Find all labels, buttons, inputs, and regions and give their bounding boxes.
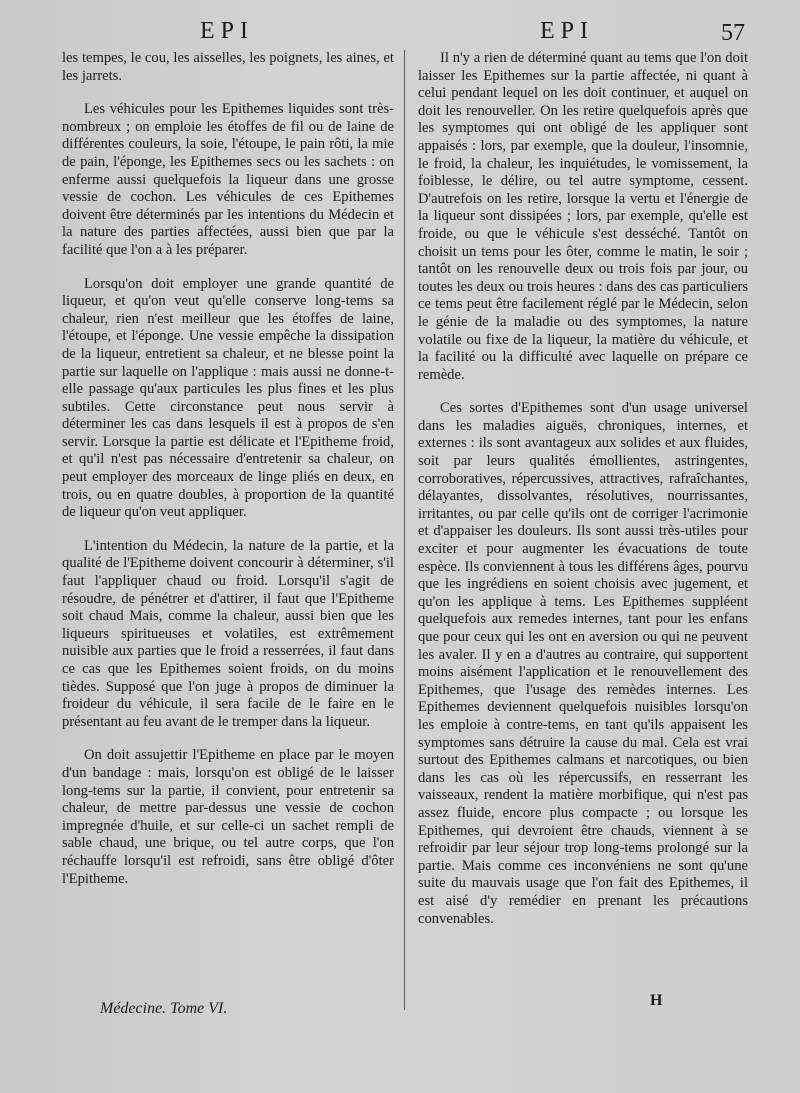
catchword: H bbox=[650, 992, 663, 1009]
left-column bbox=[62, 50, 394, 904]
paragraph: Il n'y a rien de déterminé quant au tems que l'on doit laisser les Epithemes sur la partie affectée, ni quant à celui pendant lequel on les doit continuer, et auquel on doit les renouveller. On les retire quelquefois après que les symptomes qui ont obligé de les appliquer sont appaisés : lors, par exemple, que la douleur, l'insomnie, le froid, la chaleur, les inquiétudes, le vomissement, la foiblesse, le délire, ou tel autre symptome, cessent. D'autrefois on les retire, lorsque la vertu et l'énergie de la liqueur sont dissipées ; lors, par exemple, qu'elle est froide, ou que le véhicule s'est desséché. Tantôt on choisit un tems pour les ôter, comme le matin, le soir ; tantôt on les renouvelle deux ou trois fois par jour, ou toutes les deux ou trois heures : dans des cas particuliers ce tems peut être facilement réglé par le Médecin, selon le génie de la maladie ou des symptomes, la nature volatile ou fixe de la liqueur, la matière du véhicule, et la facilité ou la difficulté avec laquelle on prépare ce remède. bbox=[418, 50, 748, 383]
running-head-left: EPI bbox=[200, 18, 254, 44]
paragraph: Ces sortes d'Epithemes sont d'un usage universel dans les maladies aiguës, chroniques, internes, et externes : ils sont avantageux aux solides et aux fluides, soit par leurs qualités émollientes, astringentes, corroboratives, répercussives, attractives, rafraîchantes, délayantes, dissolvantes, résolutives, nourrissantes, irritantes, ou par celle qu'ils ont de corriger l'acrimonie et d'appaiser les douleurs. Ils sont aussi très-utiles pour exciter et pour augmenter les évacuations de toute espèce. Ils conviennent à tous les différens âges, pourvu que les ingrédiens en soient choisis avec jugement, et qu'on les applique à tems. Les Epithemes suppléent quelquefois aux remedes internes, tant pour les enfans que pour ceux qui les ont en aversion ou qui ne peuvent les avaler. Il y en a d'autres au contraire, qui supportent moins aisément l'application et le renouvellement des Epithemes, que l'usage des remèdes internes. Les Epithemes deviennent quelquefois nuisibles lorsqu'on les emploie à contre-tems, en tant qu'ils appaisent les symptomes sans détruire la cause du mal. Cela est vrai surtout des Epithemes calmans et narcotiques, ou bien dans les cas où les répercussifs, en resserrant les vaisseaux, rendent la matière morbifique, qui n'est pas assez fluide, encore plus compacte ; ou lorsque les Epithemes, qui devroient être chauds, viennent à se refroidir par leur séjour trop long-tems prolongé sur la partie. Mais comme ces inconvéniens ne sont qu'une suite du mauvais usage que l'on fait des Epithemes, il est aisé d'y remédier en prenant les précautions convenables. bbox=[418, 400, 748, 927]
paragraph: Lorsqu'on doit employer une grande quantité de liqueur, et qu'on veut qu'elle conserve long-tems sa chaleur, rien n'est meilleur que les étoffes de laine, l'étoupe, et l'éponge. Une vessie empêche la dissipation de la liqueur, entretient sa chaleur, et ne blesse point la partie sur laquelle on l'applique : mais aussi ne donne-t-elle passage qu'aux particules les plus fines et les plus subtiles. Cette circonstance peut nous servir à déterminer les cas dans lesquels il est à propos de s'en servir. Lorsque la partie est délicate et l'Epitheme froid, et qu'il n'est pas nécessaire d'entretenir sa chaleur, on peut employer des morceaux de linge pliés en deux, en trois, ou en quatre doubles, à proportion de la quantité de liqueur qu'on veut appliquer. bbox=[62, 275, 394, 521]
paragraph: les tempes, le cou, les aisselles, les poignets, les aines, et les jarrets. bbox=[62, 50, 394, 84]
page-number: 57 bbox=[721, 20, 745, 46]
right-column bbox=[418, 50, 748, 944]
column-divider bbox=[404, 50, 405, 1010]
paragraph: On doit assujettir l'Epitheme en place par le moyen d'un bandage : mais, lorsqu'on est obligé de le laisser long-tems sur la partie, il convient, pour entretenir sa chaleur, de mettre par-dessus une vessie de cochon impregnée d'huile, et sur celle-ci un sachet rempli de sable chaud, une brique, ou tel autre corps, que l'on réchauffe lorsqu'il est refroidi, sans être obligé d'ôter l'Epitheme. bbox=[62, 747, 394, 887]
running-head-right: EPI bbox=[540, 18, 594, 44]
signature-mark: Médecine. Tome VI. bbox=[100, 1000, 228, 1017]
paragraph: Les véhicules pour les Epithemes liquides sont très-nombreux ; on emploie les étoffes de fil ou de laine de différentes couleurs, la soie, l'étoupe, le pain rôti, la mie de pain, l'éponge, les Epithemes secs ou les sachets : on enferme aussi quelquefois la liqueur dans une grosse vessie de cochon. Les véhicules de ces Epithemes doivent être déterminés par les intentions du Médecin et la nature des parties affectées, aussi bien que par la facilité que l'on a à les préparer. bbox=[62, 101, 394, 258]
paragraph: L'intention du Médecin, la nature de la partie, et la qualité de l'Epitheme doivent concourir à déterminer, s'il faut l'appliquer chaud ou froid. Lorsqu'il s'agit de résoudre, de pénétrer et d'attirer, il faut que l'Epitheme soit chaud Mais, comme la chaleur, aussi bien que les liqueurs spiritueuses et volatiles, est extrêmement nuisible aux parties que le froid a resserrées, il faut dans ce cas que les Epithemes soient froids, on du moins tièdes. Supposé que l'on juge à propos de diminuer la froideur du véhicule, il sera facile de le faire en le présentant au feu avant de le tremper dans la liqueur. bbox=[62, 537, 394, 730]
